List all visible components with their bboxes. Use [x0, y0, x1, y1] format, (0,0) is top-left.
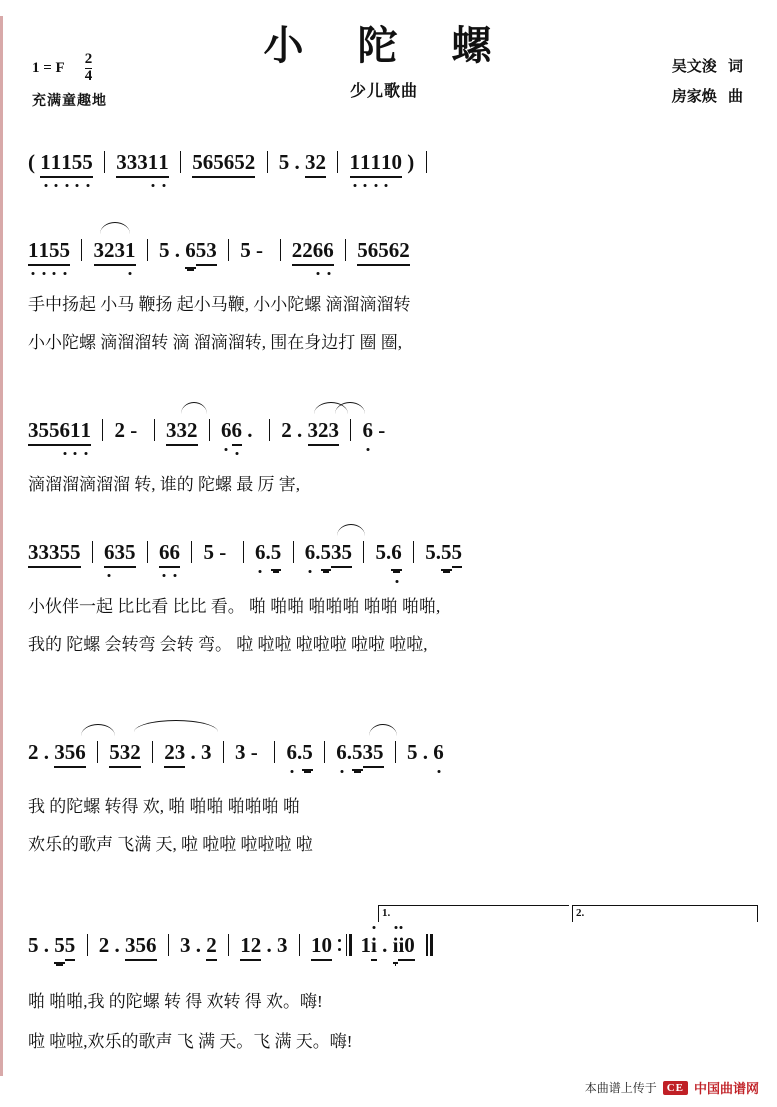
dot-duration: . — [38, 740, 55, 764]
note: 5 — [271, 540, 282, 571]
dot-duration: . — [386, 540, 392, 564]
note: 5 — [60, 540, 71, 568]
barline — [395, 741, 396, 763]
tie-slur — [181, 402, 207, 414]
barline — [102, 419, 103, 441]
note: 1 — [371, 150, 382, 178]
dot-duration: . — [109, 933, 125, 957]
note: 2 — [28, 740, 39, 764]
lyric-row-2a: 滴溜溜滴溜溜 转, 谁的 陀螺 最 厉 害, — [28, 475, 300, 494]
barline — [180, 151, 181, 173]
volta-label-1: 1. — [382, 907, 391, 919]
note: 6 — [323, 238, 334, 266]
barline — [168, 934, 169, 956]
note: 6 — [224, 150, 235, 178]
volta-bracket-1 — [378, 905, 569, 922]
barline — [243, 541, 244, 563]
dot-duration: . — [315, 540, 321, 564]
barline — [147, 239, 148, 261]
note: i — [398, 933, 404, 961]
note: 6 — [389, 238, 400, 266]
note: 1 — [311, 933, 322, 961]
note: 5 — [60, 238, 71, 266]
note: 3 — [94, 238, 105, 266]
note: 5 — [39, 418, 50, 446]
note: 1 — [158, 150, 169, 178]
note: 5 — [159, 238, 170, 262]
site-logo-icon: CE — [663, 1081, 688, 1095]
note: 5 — [82, 150, 93, 178]
note: 3 — [206, 238, 217, 266]
note: 3 — [115, 238, 126, 266]
note: 5 — [213, 150, 224, 178]
note: 3 — [175, 740, 186, 768]
paren-close: ) — [407, 150, 415, 174]
note: 2 — [251, 933, 262, 961]
composer-credit: 房家焕 曲 — [671, 89, 743, 105]
note: 2 — [104, 238, 115, 266]
note: 1 — [70, 418, 81, 446]
time-signature-numerator: 2 — [84, 51, 93, 67]
note: 6 — [185, 238, 196, 269]
dot-duration: . — [38, 933, 55, 957]
note: 5 — [375, 540, 386, 564]
note: 5 — [192, 150, 203, 178]
note: i — [393, 933, 399, 964]
credits — [672, 52, 743, 112]
dot-duration: . — [417, 740, 434, 764]
note: 3 — [28, 540, 39, 568]
dot-duration: . — [265, 540, 271, 564]
barline — [223, 741, 224, 763]
notation-row-2 — [28, 418, 755, 452]
barline — [81, 239, 82, 261]
lyric-row-4b: 欢乐的歌声 飞满 天, 啦 啦啦 啦啦啦 啦 — [28, 835, 313, 854]
time-signature — [85, 52, 93, 85]
note: 2 — [98, 933, 110, 957]
dot-duration: . — [289, 150, 305, 174]
extend-dash: - — [250, 238, 269, 262]
lyric-row-1a: 手中扬起 小马 鞭扬 起小马鞭, 小小陀螺 滴溜滴溜转 — [28, 295, 411, 314]
music-system-1 — [0, 238, 777, 358]
note: 6 — [313, 238, 324, 266]
barline — [299, 934, 300, 956]
barline — [426, 151, 427, 173]
notation-row-intro — [28, 150, 755, 184]
notation-row-3 — [28, 540, 755, 574]
note: 1 — [125, 238, 136, 266]
key-signature — [32, 52, 92, 85]
note: 5 — [278, 150, 290, 174]
note: 3 — [28, 418, 39, 446]
page-title: 小 陀 螺 — [263, 23, 514, 68]
music-system-2 — [0, 418, 777, 518]
barline — [350, 419, 351, 441]
barline — [337, 151, 338, 173]
note: 3 — [305, 150, 316, 178]
tie-slur — [100, 222, 130, 234]
music-system-5 — [0, 905, 777, 1065]
note: 5 — [49, 238, 60, 266]
lyric-row-3a: 小伙伴一起 比比看 比比 看。 啪 啪啪 啪啪啪 啪啪 啪啪, — [28, 597, 441, 616]
note: 3 — [54, 740, 65, 768]
dot-duration: . — [169, 238, 186, 262]
note: 6 — [104, 540, 115, 568]
tie-slur — [369, 724, 397, 736]
lyric-row-4a: 我 的陀螺 转得 欢, 啪 啪啪 啪啪啪 啪 — [28, 797, 300, 816]
note: 6 — [391, 540, 402, 571]
note: 1 — [360, 933, 371, 957]
note: 6 — [159, 540, 170, 568]
lyric-row-3b: 我的 陀螺 会转弯 会转 弯。 啦 啦啦 啦啦啦 啦啦 啦啦, — [28, 635, 428, 654]
note: 6 — [203, 150, 214, 178]
tie-slur — [134, 720, 218, 732]
note: 6 — [286, 740, 297, 764]
note: 5 — [196, 238, 207, 266]
note: 1 — [61, 150, 72, 178]
note: 5 — [109, 740, 120, 768]
note: 2 — [114, 418, 125, 442]
note: 5 — [302, 740, 313, 771]
note: 5 — [452, 540, 463, 568]
note: 3 — [116, 150, 127, 178]
note: i — [371, 933, 377, 961]
lyric-row-5a: 啪 啪啪,我 的陀螺 转 得 欢转 得 欢。嗨! — [28, 992, 323, 1011]
barline — [324, 741, 325, 763]
note: 1 — [148, 150, 159, 178]
music-system-intro — [0, 150, 777, 210]
dot-duration: . — [297, 740, 303, 764]
lyric-row-5b: 啦 啦啦,欢乐的歌声 飞 满 天。飞 满 天。嗨! — [28, 1032, 353, 1051]
note: 3 — [277, 933, 288, 957]
note: 3 — [180, 933, 191, 957]
note: 3 — [166, 418, 177, 446]
extend-dash: - — [125, 418, 143, 442]
note: 1 — [28, 238, 39, 266]
barline — [147, 541, 148, 563]
note: 2 — [302, 238, 313, 266]
barline — [97, 741, 98, 763]
barline — [228, 239, 229, 261]
final-barline — [426, 934, 434, 956]
note: 1 — [40, 150, 51, 178]
barline — [92, 541, 93, 563]
tempo-expression-mark: 充满童趣地 — [32, 94, 107, 109]
note: 5 — [234, 150, 245, 178]
note: 2 — [316, 150, 327, 178]
paren-open: ( — [28, 150, 35, 174]
site-name: 中国曲谱网 — [693, 1081, 759, 1096]
dot-duration: . — [346, 740, 352, 764]
note: 3 — [39, 540, 50, 568]
barline — [154, 419, 155, 441]
rest: 0 — [392, 150, 403, 178]
volta-label-2: 2. — [576, 907, 585, 919]
barline — [104, 151, 105, 173]
extend-dash: - — [214, 540, 232, 564]
note: 5 — [373, 740, 384, 768]
key-label: 1 = F — [32, 59, 65, 76]
barline — [280, 239, 281, 261]
note: 3 — [125, 933, 136, 961]
barline — [209, 419, 210, 441]
note: 1 — [360, 150, 371, 178]
note: 6 — [362, 418, 373, 442]
dot-duration: . — [291, 418, 308, 442]
volta-bracket-2 — [572, 905, 758, 922]
note: 1 — [81, 418, 92, 446]
note: 5 — [441, 540, 452, 571]
note: 2 — [130, 740, 141, 768]
note: 3 — [308, 418, 319, 446]
scan-edge-mark — [0, 16, 3, 1076]
note: 5 — [357, 238, 368, 266]
note: 2 — [399, 238, 410, 266]
note: 1 — [39, 238, 50, 266]
note: 5 — [70, 540, 81, 568]
note: 3 — [363, 740, 374, 768]
note: 2 — [164, 740, 175, 768]
lyricist-credit: 吴文浚 词 — [671, 59, 743, 75]
note: 5 — [378, 238, 389, 266]
note: 6 — [75, 740, 86, 768]
note: 5 — [203, 540, 214, 564]
time-signature-denominator: 4 — [84, 67, 93, 84]
note: 1 — [381, 150, 392, 178]
lyric-row-1b: 小小陀螺 滴溜溜转 滴 溜滴溜转, 围在身边打 圈 圈, — [28, 333, 402, 352]
repeat-end-barline — [343, 934, 352, 956]
note: 3 — [329, 418, 340, 446]
note: 5 — [72, 150, 83, 178]
note: 2 — [206, 933, 217, 961]
note: 3 — [177, 418, 188, 446]
note: 2 — [292, 238, 303, 266]
note: 6 — [60, 418, 71, 446]
note: 2 — [281, 418, 292, 442]
note: 3 — [235, 740, 246, 764]
note: 5 — [342, 540, 353, 568]
note: 5 — [125, 540, 136, 568]
note: 6 — [146, 933, 157, 961]
note: 6 — [255, 540, 266, 564]
note: 3 — [137, 150, 148, 178]
music-system-4 — [0, 740, 777, 870]
extend-dash: - — [373, 418, 391, 442]
barline — [413, 541, 414, 563]
barline — [228, 934, 229, 956]
note: 6 — [336, 740, 347, 764]
notation-row-5 — [28, 933, 755, 967]
note: 5 — [352, 740, 363, 771]
note: 6 — [304, 540, 316, 564]
dot-duration: . — [190, 933, 207, 957]
note: 3 — [201, 740, 212, 764]
note: 5 — [321, 540, 332, 571]
note: 3 — [331, 540, 342, 568]
note: 5 — [65, 933, 76, 961]
note: 2 — [187, 418, 198, 446]
rest: 0 — [404, 933, 415, 961]
dot-duration: . — [261, 933, 277, 957]
note: 5 — [407, 740, 418, 764]
note: 3 — [49, 540, 60, 568]
note: 3 — [127, 150, 138, 178]
footer-watermark — [585, 1078, 759, 1097]
barline — [191, 541, 192, 563]
note: 6 — [170, 540, 181, 568]
barline — [293, 541, 294, 563]
note: 2 — [318, 418, 329, 446]
note: 5 — [240, 238, 251, 262]
note: 2 — [245, 150, 256, 178]
note: 3 — [120, 740, 131, 768]
note: 1 — [51, 150, 62, 178]
note: 1 — [240, 933, 251, 961]
tie-slur — [337, 524, 365, 536]
note: 6 — [221, 418, 232, 442]
barline — [267, 151, 268, 173]
notation-row-1 — [28, 238, 755, 272]
music-system-3 — [0, 540, 777, 670]
barline — [274, 741, 275, 763]
footer-text: 本曲谱上传于 — [584, 1081, 657, 1095]
note: 5 — [136, 933, 147, 961]
dot-duration: . — [185, 740, 201, 764]
dot-duration: . — [376, 933, 393, 957]
genre-label: 少儿歌曲 — [350, 83, 419, 100]
note: 6 — [232, 418, 243, 446]
tie-slur — [81, 724, 115, 736]
note: 5 — [49, 418, 60, 446]
barline — [345, 239, 346, 261]
barline — [87, 934, 88, 956]
extend-dash: - — [245, 740, 263, 764]
rest: 0 — [322, 933, 333, 961]
note: 5 — [65, 740, 76, 768]
dot-duration: . — [242, 418, 258, 442]
note: 5 — [54, 933, 65, 964]
note: 5 — [425, 540, 436, 564]
note: 6 — [368, 238, 379, 266]
note: 3 — [115, 540, 126, 568]
barline — [363, 541, 364, 563]
note: 6 — [433, 740, 444, 764]
notation-row-4 — [28, 740, 755, 774]
dot-duration: . — [435, 540, 441, 564]
barline — [152, 741, 153, 763]
note: 5 — [28, 933, 39, 957]
note: 1 — [350, 150, 361, 178]
barline — [269, 419, 270, 441]
